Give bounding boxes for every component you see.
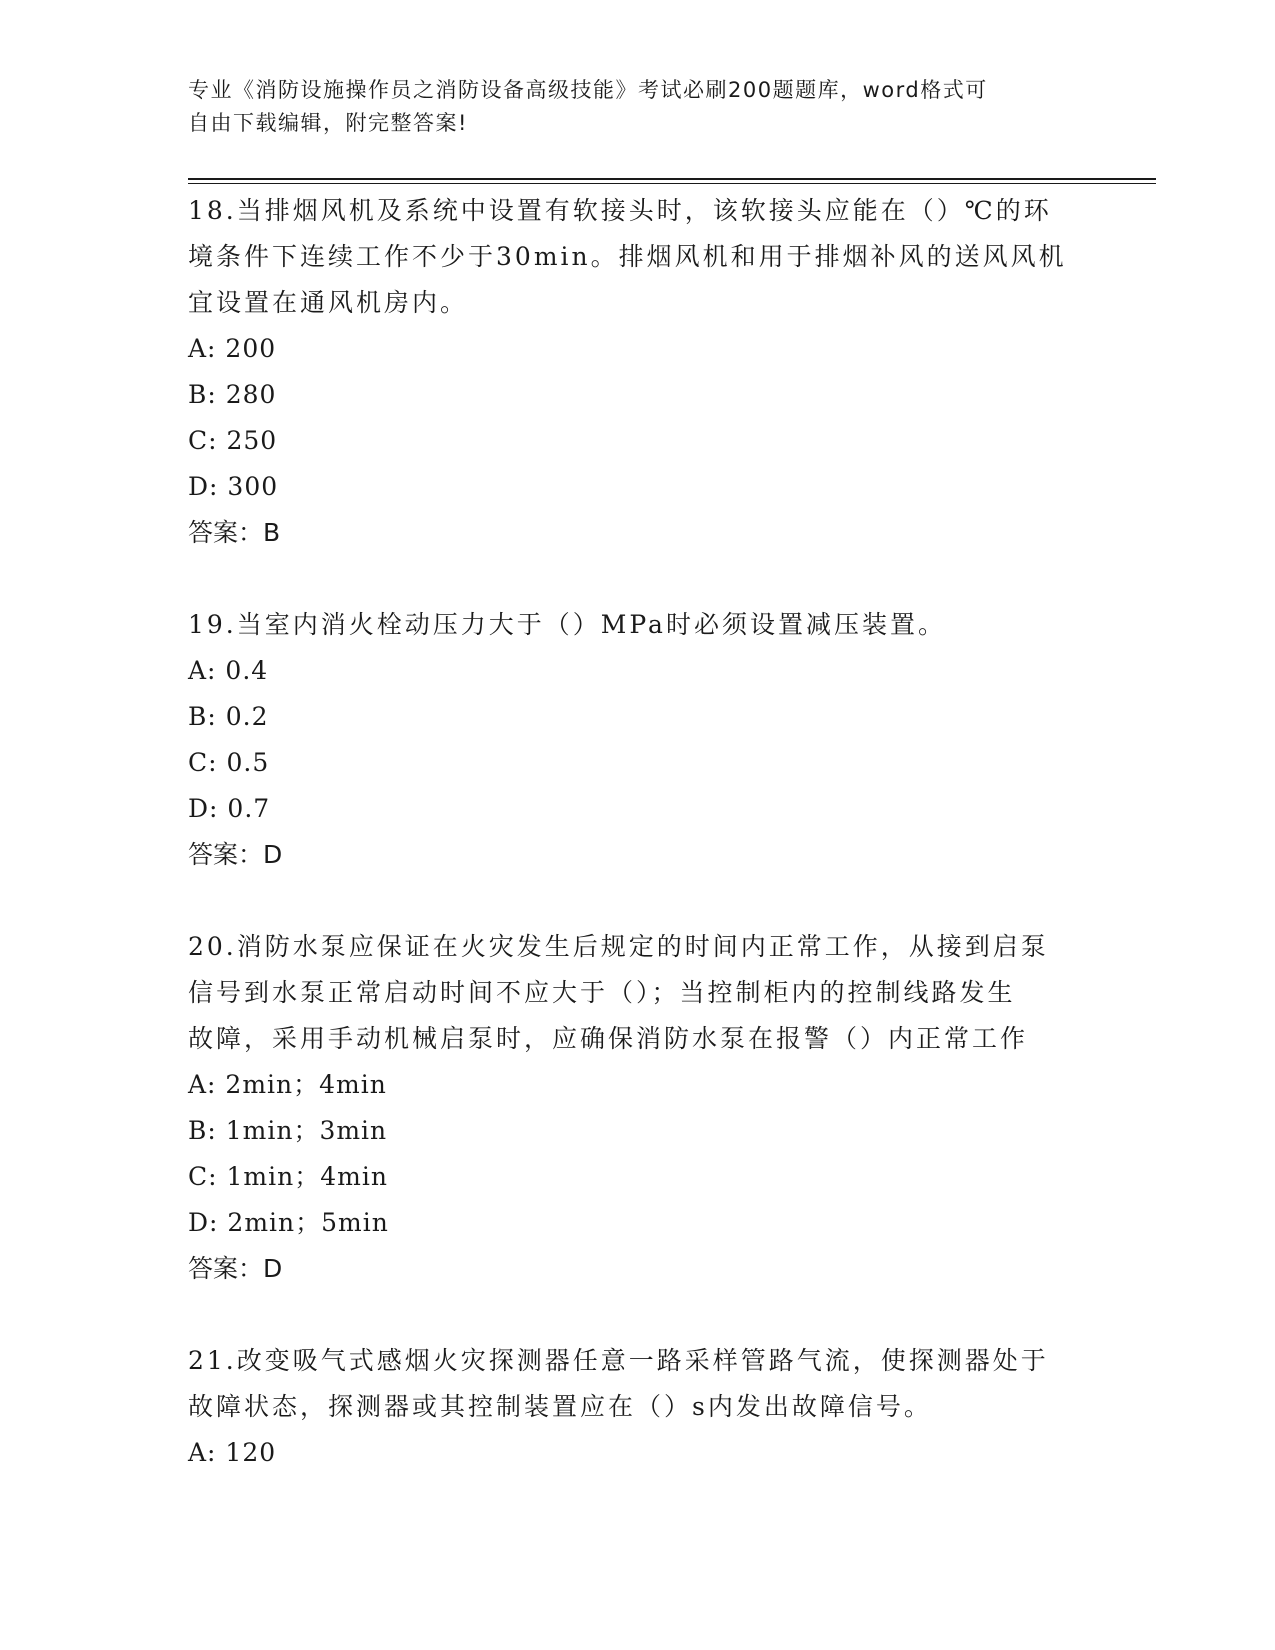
option-b: B: 0.2: [188, 702, 269, 731]
answer-label: 答案：D: [188, 840, 283, 869]
question-18: [188, 188, 1088, 556]
question-text-line: 19.当室内消火栓动压力大于（）MPa时必须设置减压装置。: [188, 610, 946, 639]
question-text-line: 故障，采用手动机械启泵时，应确保消防水泵在报警（）内正常工作: [188, 1024, 1029, 1053]
answer-label: 答案：D: [188, 1254, 283, 1283]
question-text-line: 信号到水泵正常启动时间不应大于（）；当控制柜内的控制线路发生: [188, 978, 1016, 1007]
question-text-line: 20.消防水泵应保证在火灾发生后规定的时间内正常工作，从接到启泵: [188, 932, 1049, 961]
option-d: D: 0.7: [188, 794, 271, 823]
option-d: D: 2min；5min: [188, 1208, 389, 1237]
option-b: B: 1min；3min: [188, 1116, 388, 1145]
option-a: A: 0.4: [188, 656, 269, 685]
question-text-line: 境条件下连续工作不少于30min。排烟风机和用于排烟补风的送风风机: [188, 242, 1067, 271]
question-text-line: 21.改变吸气式感烟火灾探测器任意一路采样管路气流，使探测器处于: [188, 1346, 1049, 1375]
question-text-line: 故障状态，探测器或其控制装置应在（）s内发出故障信号。: [188, 1392, 932, 1421]
document-header: [188, 74, 1088, 140]
question-text-line: 宜设置在通风机房内。: [188, 288, 469, 317]
question-21: [188, 1338, 1088, 1476]
question-20: [188, 924, 1088, 1292]
header-divider-thick: [188, 178, 1156, 180]
header-divider-thin: [188, 183, 1156, 184]
option-c: C: 250: [188, 426, 278, 455]
header-line-1: 专业《消防设施操作员之消防设备高级技能》考试必刷200题题库，word格式可: [188, 78, 988, 102]
question-list: [188, 188, 1088, 1522]
option-a: A: 2min；4min: [188, 1070, 387, 1099]
option-a: A: 200: [188, 334, 277, 363]
header-line-2: 自由下载编辑，附完整答案!: [188, 111, 468, 135]
option-c: C: 0.5: [188, 748, 270, 777]
option-c: C: 1min；4min: [188, 1162, 388, 1191]
option-d: D: 300: [188, 472, 279, 501]
option-b: B: 280: [188, 380, 277, 409]
answer-label: 答案：B: [188, 518, 281, 547]
option-a: A: 120: [188, 1438, 277, 1467]
question-19: [188, 602, 1088, 878]
question-text-line: 18.当排烟风机及系统中设置有软接头时，该软接头应能在（）℃的环: [188, 196, 1052, 225]
